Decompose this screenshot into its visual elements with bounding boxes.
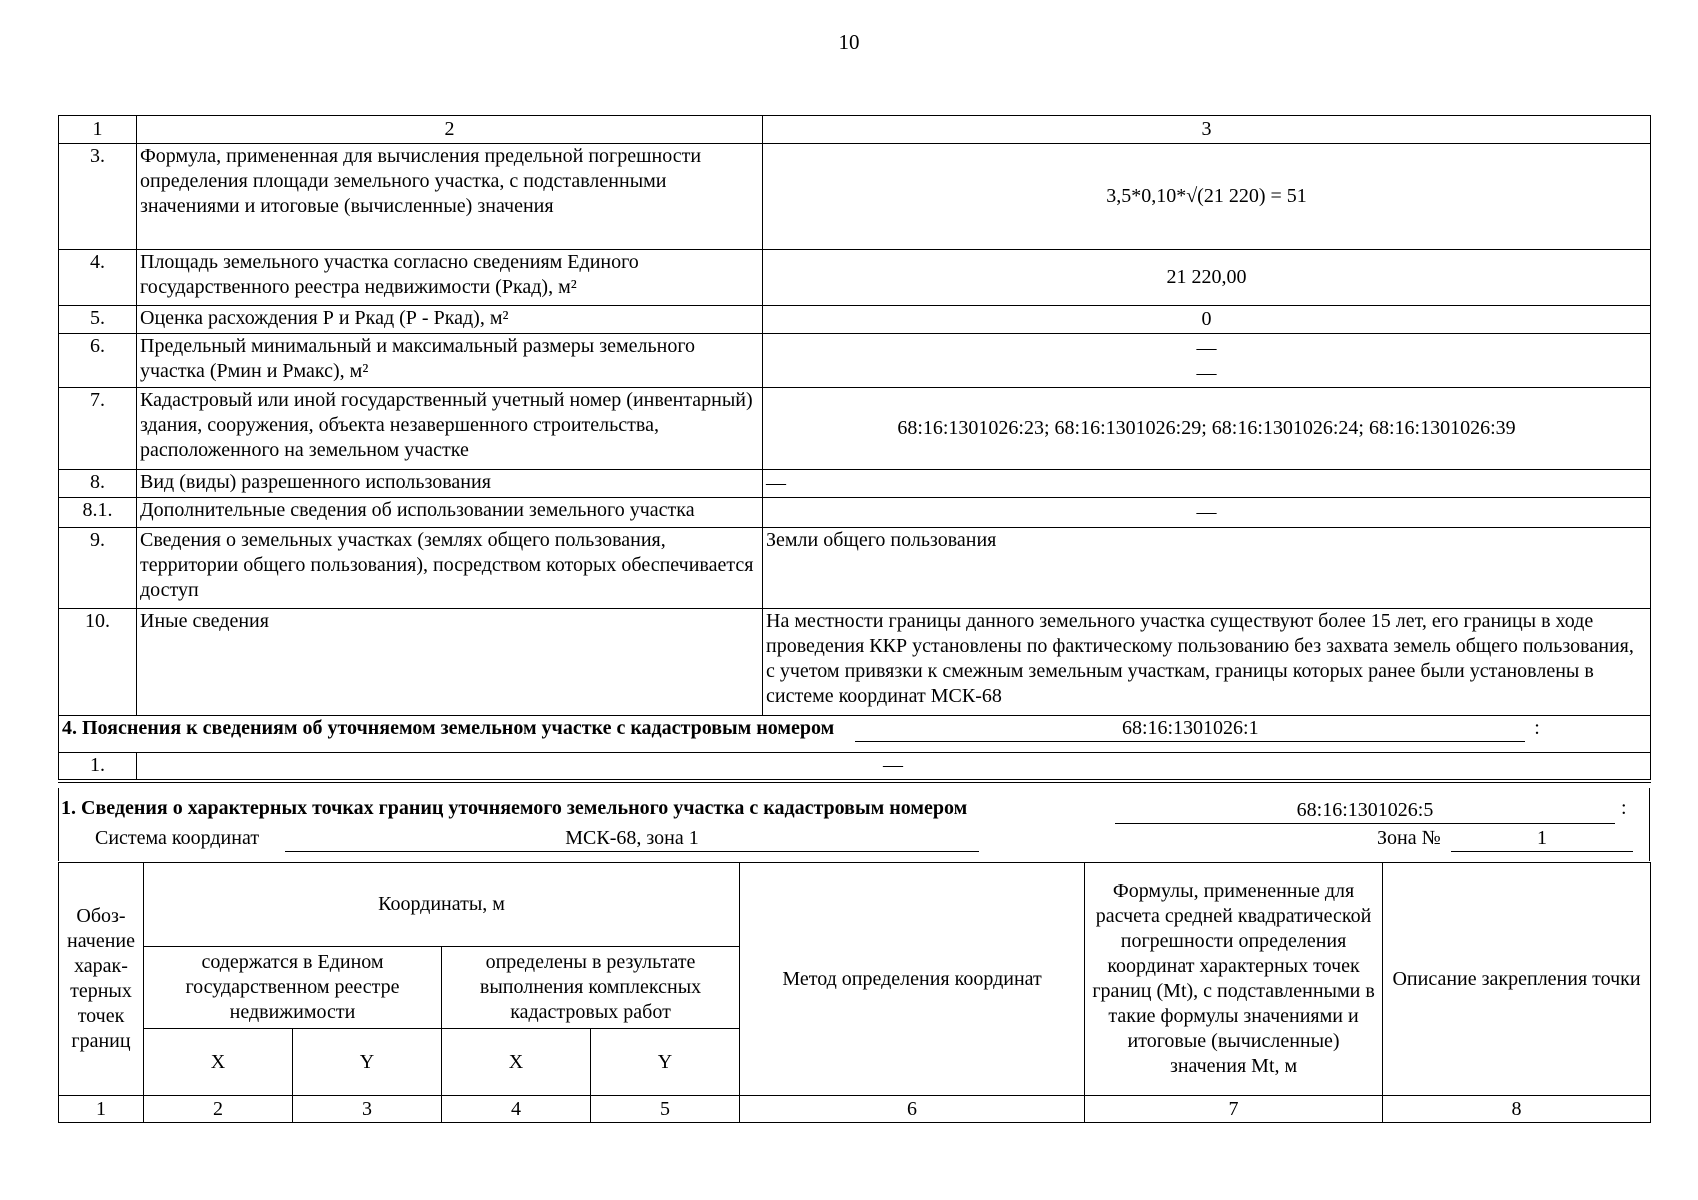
table-row (59, 334, 1651, 388)
row-number: 9. (59, 528, 137, 609)
row-value: На местности границы данного земельного участка существуют более 15 лет, его границы в ходе проведения ККР установлены по фактическому пользованию без захвата земель общего пользования, с учетом привязки к смежным земельным участкам, границы которых ранее были установлены в системе координат МСК-68 (763, 609, 1651, 716)
row-value: — (763, 470, 1651, 498)
row-label: Формула, примененная для вычисления предельной погрешности определения площади земельного участка, с подставленными значениями и итоговые (вычисленные) значения (137, 144, 763, 250)
row-value (763, 334, 1651, 388)
row-number: 6. (59, 334, 137, 388)
column-number: 2 (144, 1096, 293, 1123)
table-row (59, 144, 1651, 250)
row-label: Оценка расхождения Р и Ркад (Р - Ркад), м² (137, 306, 763, 334)
row-value: 68:16:1301026:23; 68:16:1301026:29; 68:16:1301026:24; 68:16:1301026:39 (763, 388, 1651, 470)
row-number: 3. (59, 144, 137, 250)
section4-colon: : (1534, 717, 1540, 739)
section1-cadastral-number: 68:16:1301026:5 (1115, 798, 1615, 824)
section1-title: 1. Сведения о характерных точках границ уточняемого земельного участка с кадастровым номером (61, 797, 968, 819)
row-label: Площадь земельного участка согласно сведениям Единого государственного реестра недвижимости (Ркад), м² (137, 250, 763, 306)
column-number: 1 (59, 1096, 144, 1123)
header-cell: 1 (59, 116, 137, 144)
col-x-egrn: X (144, 1029, 293, 1096)
section4-header-cell (59, 716, 1651, 753)
col-designation: Обоз- начение харак- терных точек границ (59, 863, 144, 1096)
table-row (59, 250, 1651, 306)
section1-colon: : (1621, 797, 1627, 819)
col-coordinates: Координаты, м (144, 863, 740, 947)
table-row (59, 528, 1651, 609)
col-description: Описание закрепления точки (1383, 863, 1651, 1096)
section4-header (59, 716, 1651, 753)
row-number: 8.1. (59, 498, 137, 528)
col-x-kkr: X (442, 1029, 591, 1096)
page-number: 10 (838, 30, 860, 54)
section4-row-value: — (883, 754, 903, 776)
row-number: 7. (59, 388, 137, 470)
col-egrn: содержатся в Едином государственном реестре недвижимости (144, 947, 442, 1029)
section1-header (58, 788, 1650, 861)
column-number: 4 (442, 1096, 591, 1123)
row-value: 0 (763, 306, 1651, 334)
column-number: 6 (740, 1096, 1085, 1123)
coord-system-value: МСК-68, зона 1 (285, 826, 979, 852)
row-label: Иные сведения (137, 609, 763, 716)
column-number: 3 (293, 1096, 442, 1123)
row-value: Земли общего пользования (763, 528, 1651, 609)
column-numbers-row (59, 1096, 1651, 1123)
row-number: 4. (59, 250, 137, 306)
row-label: Предельный минимальный и максимальный размеры земельного участка (Рмин и Рмакс), м² (137, 334, 763, 388)
col-formula: Формулы, примененные для расчета средней квадратической погрешности определения координат характерных точек границ (Mt), с подставленными в такие формулы значениями и итоговые (вычисленные) значения Mt, м (1085, 863, 1383, 1096)
row-number: 8. (59, 470, 137, 498)
table-row (59, 470, 1651, 498)
row-value: 3,5*0,10*√(21 220) = 51 (763, 144, 1651, 250)
coord-system-label: Система координат (95, 827, 260, 849)
table-row (59, 388, 1651, 470)
row-value: — (763, 498, 1651, 528)
row-value: 21 220,00 (763, 250, 1651, 306)
row-number: 5. (59, 306, 137, 334)
row-label: Кадастровый или иной государственный учетный номер (инвентарный) здания, сооружения, объекта незавершенного строительства, расположенного на земельном участке (137, 388, 763, 470)
row-label: Дополнительные сведения об использовании земельного участка (137, 498, 763, 528)
land-plot-info-table (58, 115, 1651, 783)
section4-cadastral-number: 68:16:1301026:1 (855, 716, 1525, 742)
column-number: 7 (1085, 1096, 1383, 1123)
col-y-kkr: Y (591, 1029, 740, 1096)
col-y-egrn: Y (293, 1029, 442, 1096)
max-size-value: — (1196, 361, 1217, 384)
header-cell: 3 (763, 116, 1651, 144)
table-row (59, 306, 1651, 334)
zone-label: Зона № (1377, 827, 1441, 849)
table-header-row (59, 116, 1651, 144)
section1-title-line (61, 796, 967, 821)
zone-value: 1 (1451, 826, 1633, 852)
section4-title: 4. Пояснения к сведениям об уточняемом земельном участке с кадастровым номером (62, 717, 835, 739)
section4-row (59, 753, 1651, 781)
col-kkr: определены в результате выполнения комплексных кадастровых работ (442, 947, 740, 1029)
col-method: Метод определения координат (740, 863, 1085, 1096)
min-size-value: — (1196, 336, 1217, 359)
column-number: 5 (591, 1096, 740, 1123)
table-row (59, 609, 1651, 716)
table-row (59, 498, 1651, 528)
table-header-row (59, 863, 1651, 947)
row-number: 10. (59, 609, 137, 716)
row-label: Вид (виды) разрешенного использования (137, 470, 763, 498)
header-cell: 2 (137, 116, 763, 144)
row-number: 1. (59, 753, 137, 781)
row-label: Сведения о земельных участках (землях общего пользования, территории общего пользования), посредством которых обеспечивается доступ (137, 528, 763, 609)
column-number: 8 (1383, 1096, 1651, 1123)
row-value (137, 753, 1651, 781)
boundary-points-table (58, 862, 1651, 1123)
